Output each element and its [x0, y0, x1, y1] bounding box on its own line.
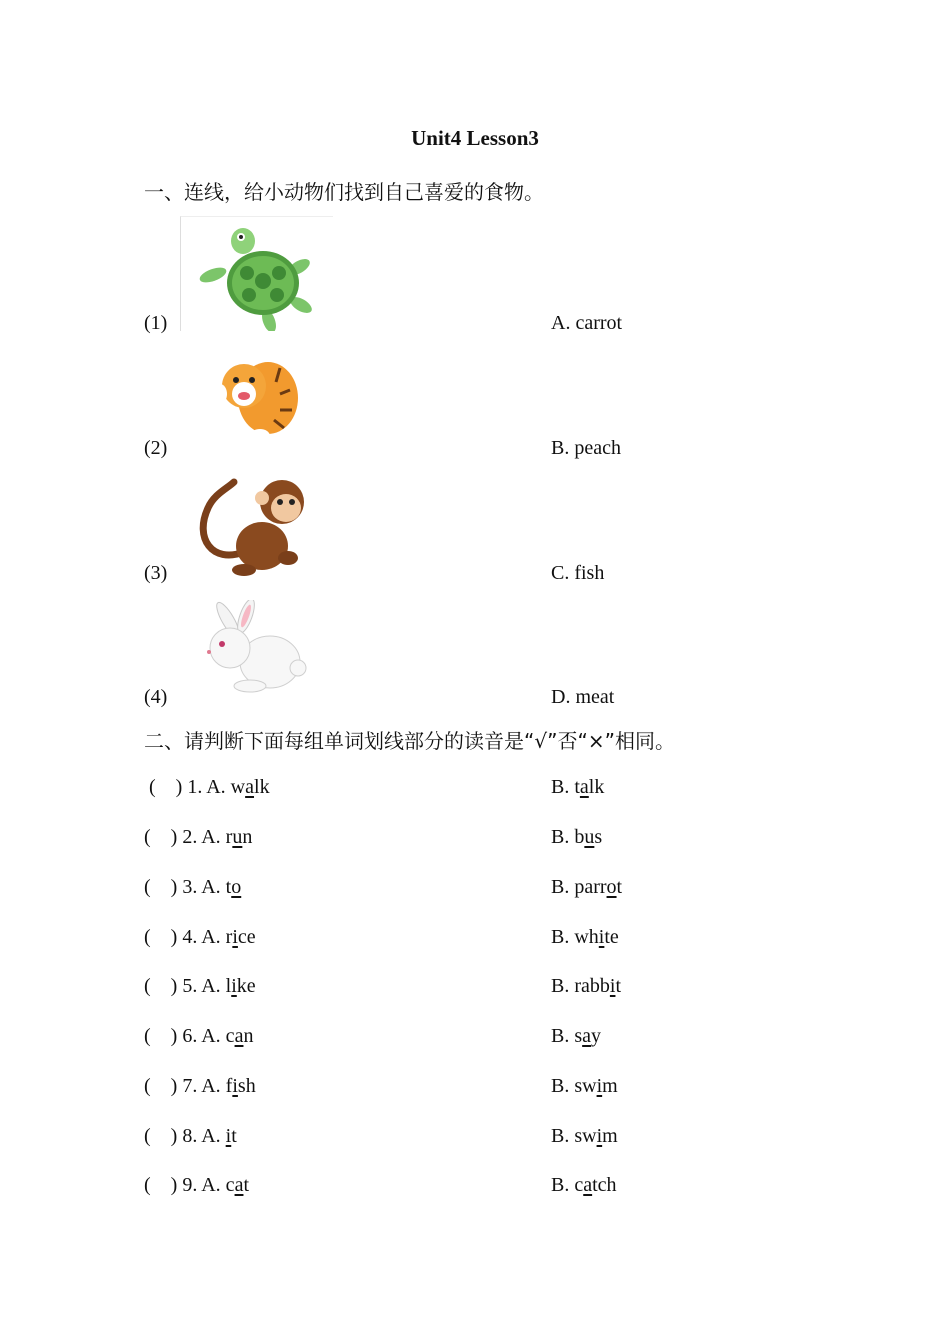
animal-number-2: (2): [144, 437, 168, 459]
question-6-a: ( ) 6. A. can: [144, 1025, 254, 1047]
food-option-c: C. fish: [551, 562, 605, 584]
section-2-heading: 二、请判断下面每组单词划线部分的读音是“√”否“×”相同。: [144, 729, 675, 753]
section-1-heading: 一、连线，给小动物们找到自己喜爱的食物。: [144, 180, 544, 204]
question-3-b: B. parrot: [551, 876, 623, 898]
food-option-a: A. carrot: [551, 312, 623, 334]
question-3-a: ( ) 3. A. to: [144, 876, 242, 898]
food-option-d: D. meat: [551, 686, 615, 708]
question-5-b: B. rabbit: [551, 975, 622, 997]
question-1-b: B. talk: [551, 776, 605, 798]
question-7-b: B. swim: [551, 1075, 618, 1097]
question-2-a: ( ) 2. A. run: [144, 826, 253, 848]
page-title: Unit4 Lesson3: [411, 126, 539, 150]
animal-number-4: (4): [144, 686, 168, 708]
monkey-icon: [192, 468, 312, 580]
question-4-a: ( ) 4. A. rice: [144, 926, 256, 948]
animal-number-3: (3): [144, 562, 168, 584]
question-6-b: B. say: [551, 1025, 602, 1047]
question-8-b: B. swim: [551, 1125, 618, 1147]
question-9-a: ( ) 9. A. cat: [144, 1174, 250, 1196]
food-option-b: B. peach: [551, 437, 621, 459]
question-7-a: ( ) 7. A. fish: [144, 1075, 256, 1097]
question-5-a: ( ) 5. A. like: [144, 975, 256, 997]
animal-number-1: (1): [144, 312, 168, 334]
question-8-a: ( ) 8. A. it: [144, 1125, 237, 1147]
rabbit-icon: [200, 600, 308, 696]
turtle-icon: [180, 216, 333, 331]
tiger-icon: [210, 350, 302, 446]
question-2-b: B. bus: [551, 826, 603, 848]
question-9-b: B. catch: [551, 1174, 617, 1196]
question-4-b: B. white: [551, 926, 619, 948]
question-1-a: ( ) 1. A. walk: [144, 776, 270, 798]
